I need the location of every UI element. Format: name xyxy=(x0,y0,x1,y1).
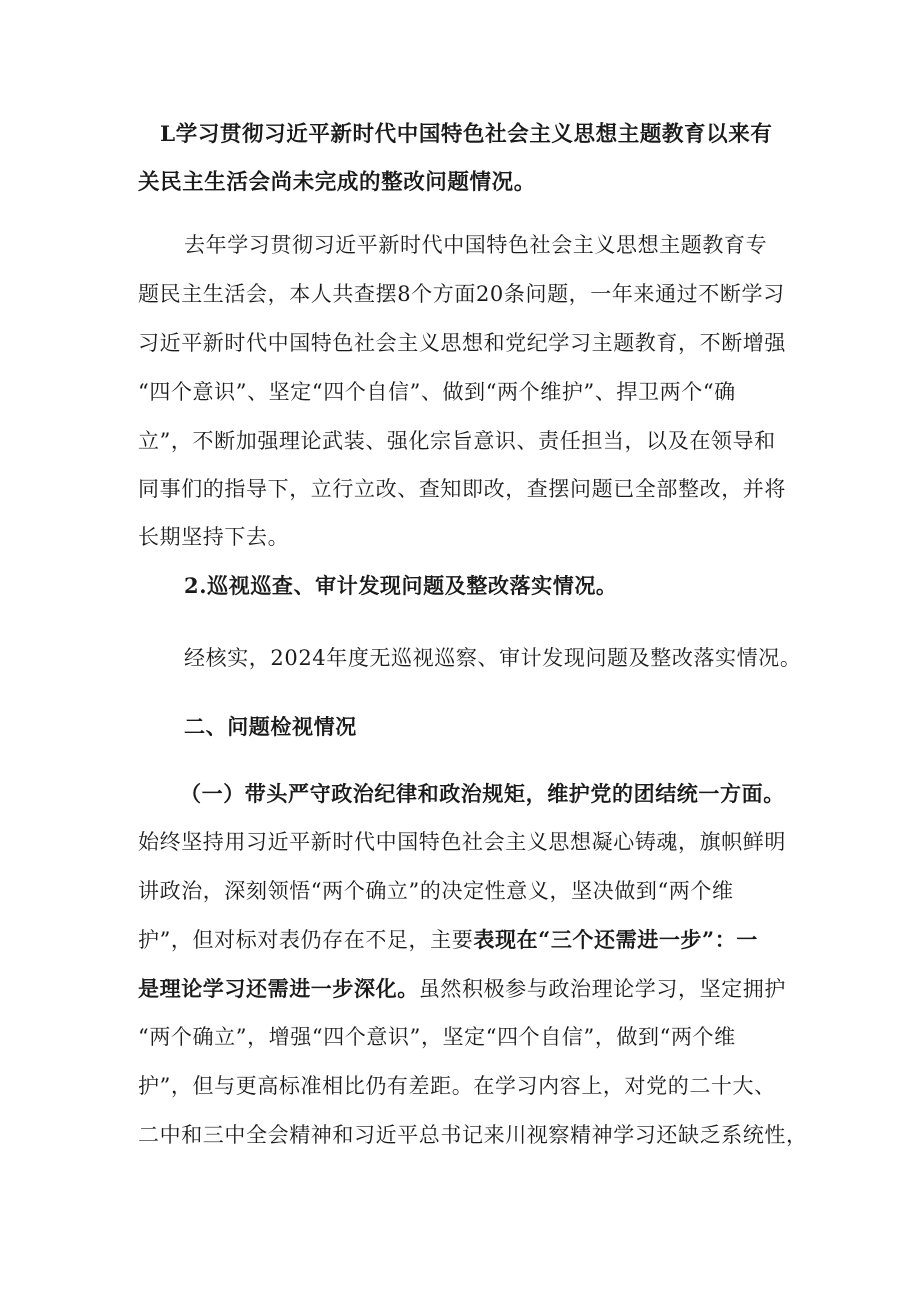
section1-heading-line1: L学习贯彻习近平新时代中国特色社会主义思想主题教育以来有 xyxy=(160,122,773,147)
text-run: 护”，但对标对表仍存在不足，主要 xyxy=(138,928,474,952)
part2-body-line-mixed xyxy=(138,925,758,955)
section1-para-line: 题民主生活会，本人共查摆8个方面20条问题，一年来通过不断学习 xyxy=(138,282,785,306)
part2-subheading: （一）带头严守政治纪律和政治规矩，维护党的团结统一方面。 xyxy=(180,781,785,806)
text-run-bold: 表现在“三个还需进一步”：一 xyxy=(473,927,758,952)
section1-para-line: 长期坚持下去。 xyxy=(138,525,290,549)
text-run-bold: 是理论学习还需进一步深化。 xyxy=(138,976,419,1001)
part2-body-line: “两个确立”，增强“四个意识”，坚定“四个自信”，做到“两个维 xyxy=(138,1025,736,1049)
text-run: 虽然积极参与政治理论学习，坚定拥护 xyxy=(418,977,787,1001)
section1-para-line: 立”，不断加强理论武装、强化宗旨意识、责任担当，以及在领导和 xyxy=(138,429,776,453)
section2-para: 经核实，2024年度无巡视巡察、审计发现问题及整改落实情况。 xyxy=(184,646,802,670)
part2-body-line-mixed xyxy=(138,974,786,1004)
section1-para-line: “四个意识”、坚定“四个自信”、做到“两个维护”、捍卫两个“确 xyxy=(138,380,736,404)
part2-heading: 二、问题检视情况 xyxy=(184,714,357,739)
section1-para-line: 习近平新时代中国特色社会主义思想和党纪学习主题教育，不断增强 xyxy=(138,331,786,355)
part2-body-line: 二中和三中全会精神和习近平总书记来川视察精神学习还缺乏系统性， xyxy=(138,1123,808,1147)
part2-body-line: 护”，但与更高标准相比仍有差距。在学习内容上，对党的二十大、 xyxy=(138,1074,776,1098)
section1-para-line: 同事们的指导下，立行立改、查知即改，查摆问题已全部整改，并将 xyxy=(138,477,786,501)
section1-para-line: 去年学习贯彻习近平新时代中国特色社会主义思想主题教育专 xyxy=(184,233,768,257)
section2-heading: 2.巡视巡查、审计发现问题及整改落实情况。 xyxy=(184,573,618,598)
section1-heading-line2: 关民主生活会尚未完成的整改问题情况。 xyxy=(138,170,536,195)
part2-body-line: 始终坚持用习近平新时代中国特色社会主义思想凝心铸魂，旗帜鲜明 xyxy=(138,830,786,854)
part2-body-line: 讲政治，深刻领悟“两个确立”的决定性意义，坚决做到“两个维 xyxy=(138,879,734,903)
